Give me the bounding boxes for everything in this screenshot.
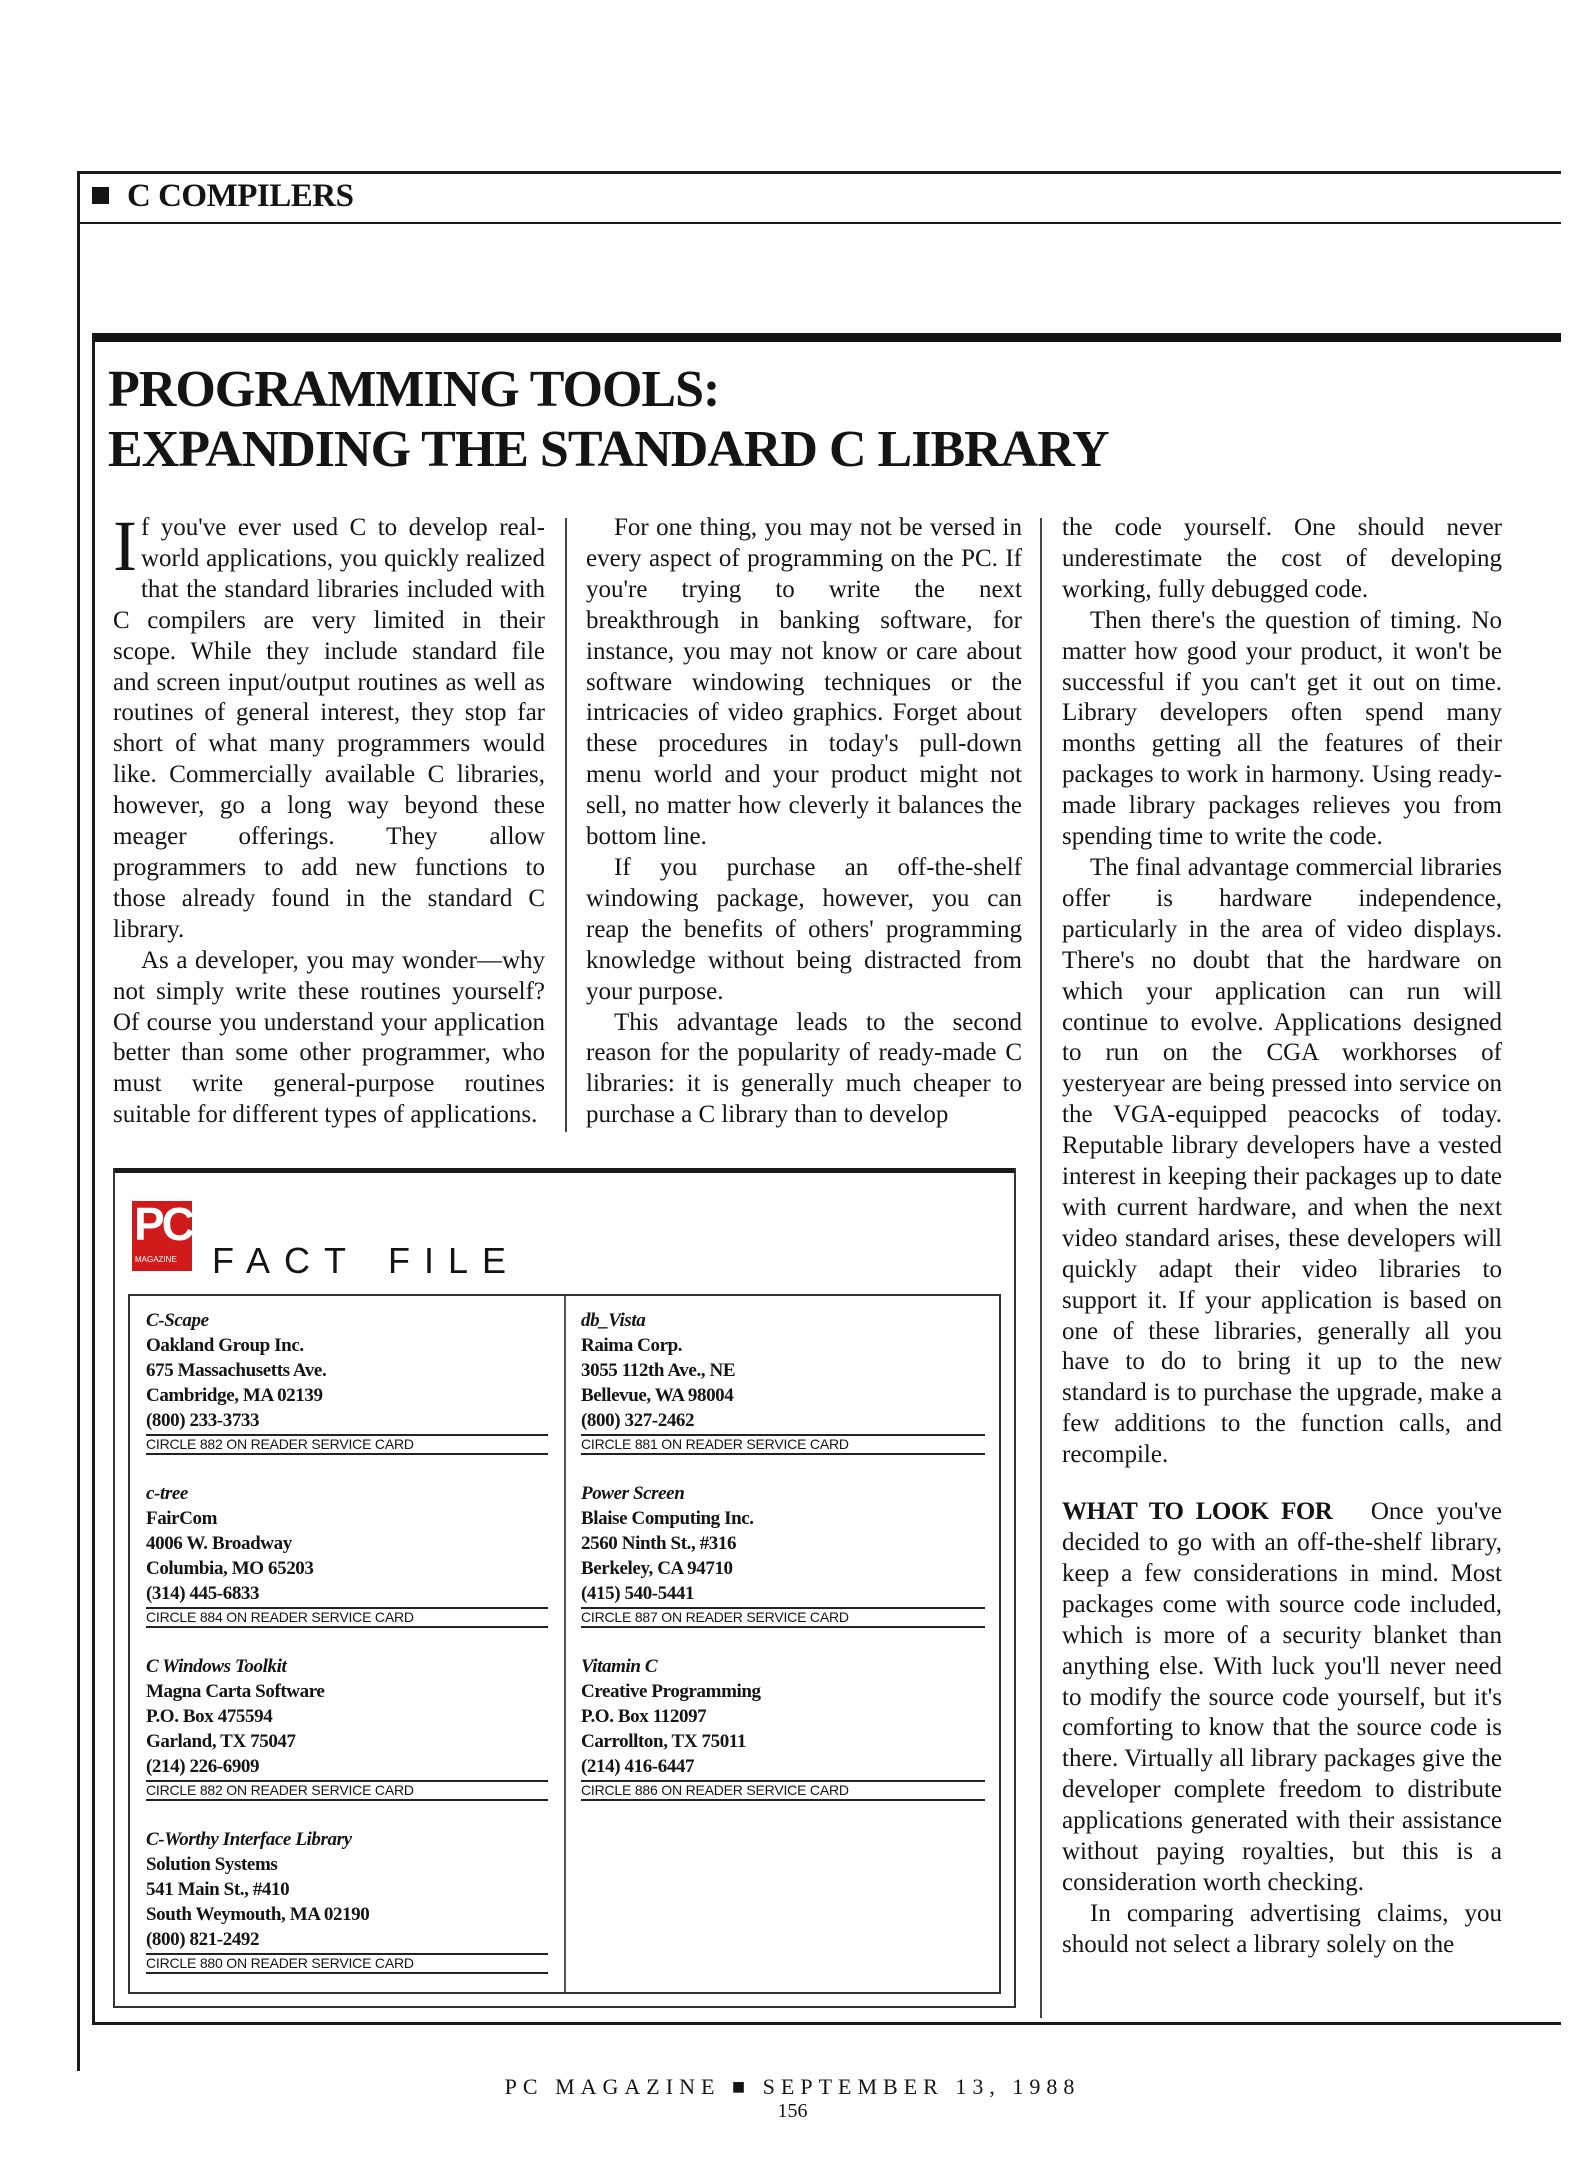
section-label: [92, 178, 353, 215]
product-name: c-tree: [146, 1483, 188, 1504]
address-line: 4006 W. Broadway: [146, 1533, 292, 1554]
phone-number: (800) 821-2492: [146, 1929, 260, 1950]
paragraph-text: f you've ever used C to develop real-world applications, you quickly realized that the standard libraries included with C compilers are very limited in their scope. While they include standard file and screen input/output routines as well as routines of general interest, they stop far short of what many programmers would like. Commercially available C libraries, however, go a long way beyond these meager offerings. They allow programmers to add new functions to those already found in the standard C library.: [113, 514, 545, 943]
paragraph: This advantage leads to the second reason for the popularity of ready-made C libraries: it is generally much cheaper to purchase a C library than to develop: [586, 1008, 1022, 1129]
city-line: South Weymouth, MA 02190: [146, 1904, 370, 1925]
factfile-entry: [146, 1481, 548, 1628]
factfile-entry: [581, 1308, 985, 1455]
factfile-frame-bottom: [113, 2006, 1016, 2008]
factfile-frame-top: [113, 1168, 1016, 1173]
reader-service-line: CIRCLE 884 ON READER SERVICE CARD: [146, 1607, 548, 1628]
column-rule-2: [1040, 518, 1042, 2018]
company-name: Blaise Computing Inc.: [581, 1508, 754, 1529]
city-line: Bellevue, WA 98004: [581, 1385, 734, 1406]
address-line: 541 Main St., #410: [146, 1879, 290, 1900]
product-name: C Windows Toolkit: [146, 1656, 287, 1677]
product-name: C-Worthy Interface Library: [146, 1829, 352, 1850]
factfile-frame-right: [1014, 1168, 1016, 2008]
city-line: Garland, TX 75047: [146, 1731, 296, 1752]
title-line-2: EXPANDING THE STANDARD C LIBRARY: [108, 421, 1109, 478]
bullet-square-icon: [92, 187, 109, 204]
logo-text: PC: [134, 1198, 192, 1250]
phone-number: (415) 540-5441: [581, 1583, 695, 1604]
paragraph: [113, 506, 545, 946]
city-line: Berkeley, CA 94710: [581, 1558, 733, 1579]
company-name: Solution Systems: [146, 1854, 278, 1875]
page-left-rule: [77, 171, 80, 2071]
paragraph: The final advantage commercial libraries offer is hardware independence, particularly in the area of video displays. There's no doubt that the hardware on which your application can run will continue to evolve. Applications designed to run on the CGA workhorses of yesteryear are being pressed into service on the VGA-equipped peacocks of today. Reputable library developers have a vested interest in keeping their packages up to date with current hardware, and when the next video standard arises, these developers will quickly adapt their video libraries to support it. If your application is based on one of these libraries, generally all you have to do to bring it up to the new standard is to purchase the upgrade, make a few additions to the function calls, and recompile.: [1062, 853, 1502, 1469]
product-name: C-Scape: [146, 1310, 209, 1331]
reader-service-line: CIRCLE 886 ON READER SERVICE CARD: [581, 1780, 985, 1801]
factfile-entry: [146, 1827, 548, 1974]
company-name: Creative Programming: [581, 1681, 761, 1702]
address-line: P.O. Box 475594: [146, 1706, 273, 1727]
company-name: FairCom: [146, 1508, 218, 1529]
paragraph: In comparing advertising claims, you should not select a library solely on the: [1062, 1899, 1502, 1958]
reader-service-line: CIRCLE 882 ON READER SERVICE CARD: [146, 1434, 548, 1455]
paragraph: Then there's the question of timing. No matter how good your product, it won't be successful if you can't get it out on time. Library developers often spend many months getting all the features of their packages to work in harmony. Using ready-made library packages relieves you from spending time to write the code.: [1062, 606, 1502, 851]
phone-number: (800) 233-3733: [146, 1410, 260, 1431]
phone-number: (214) 226-6909: [146, 1756, 260, 1777]
phone-number: (214) 416-6447: [581, 1756, 695, 1777]
paragraph-text: Once you've decided to go with an off-the-shelf library, keep a few considerations in mind. Most packages come with source code included, which is more of a security blanket than anything else. With luck you'll never need to modify the source code yourself, but it's comforting to know that the source code is there. Virtually all library packages give the developer complete freedom to distribute applications generated with their assistance without paying royalties, but this is a consideration worth checking.: [1062, 1498, 1502, 1896]
city-line: Columbia, MO 65203: [146, 1558, 314, 1579]
paragraph: [1062, 1497, 1502, 1899]
paragraph: the code yourself. One should never underestimate the cost of developing working, fully debugged code.: [1062, 514, 1502, 603]
reader-service-line: CIRCLE 881 ON READER SERVICE CARD: [581, 1434, 985, 1455]
factfile-entry: [581, 1481, 985, 1628]
article-top-rule: [92, 333, 1561, 342]
address-line: 2560 Ninth St., #316: [581, 1533, 737, 1554]
drop-cap: I: [113, 506, 137, 586]
phone-number: (314) 445-6833: [146, 1583, 260, 1604]
title-line-1: PROGRAMMING TOOLS:: [108, 361, 720, 418]
logo-subtext: MAGAZINE: [135, 1255, 177, 1264]
reader-service-line: CIRCLE 887 ON READER SERVICE CARD: [581, 1607, 985, 1628]
column-rule-1: [565, 518, 567, 1132]
product-name: db_Vista: [581, 1310, 646, 1331]
product-name: Vitamin C: [581, 1656, 658, 1677]
pc-magazine-logo: [132, 1198, 192, 1271]
page-number: 156: [777, 2100, 808, 2122]
city-line: Cambridge, MA 02139: [146, 1385, 323, 1406]
factfile-frame-left: [113, 1168, 115, 2008]
paragraph: For one thing, you may not be versed in every aspect of programming on the PC. If you're trying to write the next breakthrough in banking software, for instance, you may not know or care about software windowing techniques or the intricacies of video graphics. Forget about these procedures in today's pull-down menu world and your product might not sell, no matter how cleverly it balances the bottom line.: [586, 514, 1022, 851]
article-bottom-rule: [92, 2022, 1561, 2025]
phone-number: (800) 327-2462: [581, 1410, 695, 1431]
product-name: Power Screen: [581, 1483, 685, 1504]
section-label-text: C COMPILERS: [127, 178, 354, 214]
factfile-entry: [581, 1654, 985, 1801]
factfile-title-word: FILE: [388, 1240, 521, 1281]
paragraph: If you purchase an off-the-shelf windowing package, however, you can reap the benefits of others' programming knowledge without being distracted from your purpose.: [586, 853, 1022, 1005]
company-name: Raima Corp.: [581, 1335, 683, 1356]
reader-service-line: CIRCLE 882 ON READER SERVICE CARD: [146, 1780, 548, 1801]
section-rule-bottom: [77, 222, 1561, 224]
article-left-rule: [92, 333, 95, 2025]
page-footer: PC MAGAZINE ■ SEPTEMBER 13, 1988: [504, 2074, 1081, 2099]
factfile-column-divider: [564, 1296, 566, 1992]
article-column-2: [586, 513, 1022, 1131]
factfile-entry: [146, 1308, 548, 1455]
company-name: Oakland Group Inc.: [146, 1335, 304, 1356]
address-line: 3055 112th Ave., NE: [581, 1360, 736, 1381]
factfile-title-word: FACT: [212, 1240, 361, 1281]
paragraph: As a developer, you may wonder—why not simply write these routines yourself? Of course you understand your application better than some other programmer, who must write general-purpose routines suitable for different types of applications.: [113, 946, 545, 1129]
article-column-3: [1062, 513, 1502, 1961]
factfile-entry: [146, 1654, 548, 1801]
address-line: 675 Massachusetts Ave.: [146, 1360, 327, 1381]
reader-service-line: CIRCLE 880 ON READER SERVICE CARD: [146, 1953, 548, 1974]
address-line: P.O. Box 112097: [581, 1706, 707, 1727]
section-rule-top: [77, 171, 1561, 174]
company-name: Magna Carta Software: [146, 1681, 325, 1702]
article-title: [108, 360, 1408, 480]
subhead-runin: WHAT TO LOOK FOR: [1062, 1498, 1333, 1526]
city-line: Carrollton, TX 75011: [581, 1731, 746, 1752]
article-column-1: [113, 506, 545, 1131]
factfile-title: [212, 1240, 520, 1282]
